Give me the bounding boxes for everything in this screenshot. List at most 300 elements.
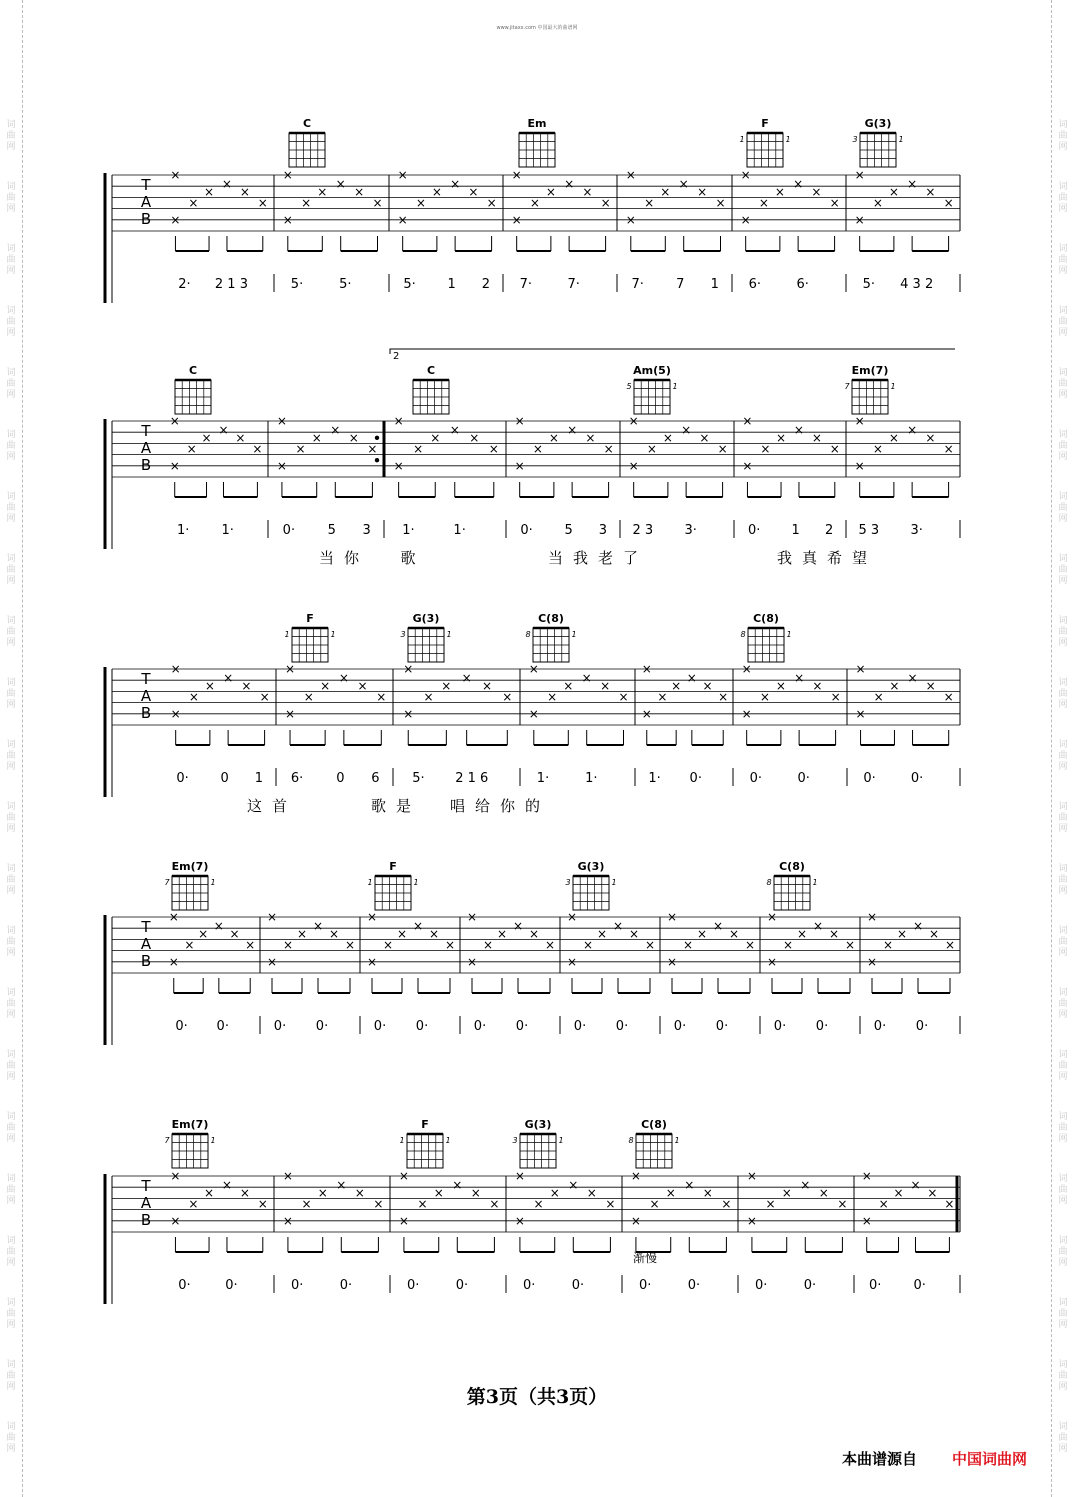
watermark-text: 词 曲 网 xyxy=(6,1298,16,1330)
jianpu-note: 0· xyxy=(225,1278,238,1293)
watermark-text: 词 曲 网 xyxy=(1058,1298,1068,1330)
chord-diagram xyxy=(289,117,325,167)
tab-system xyxy=(105,860,960,1045)
tab-note-mark: × xyxy=(644,938,656,952)
tab-note-mark: × xyxy=(925,184,936,199)
chord-fret-number: 1 xyxy=(284,630,290,639)
chord-diagram xyxy=(175,364,211,414)
tab-note-mark: × xyxy=(721,1197,732,1211)
tab-note-mark: × xyxy=(766,910,778,924)
tab-note-mark: × xyxy=(866,954,878,969)
watermark-text: 词 曲 网 xyxy=(1058,864,1068,896)
chord-finger-number: 1 xyxy=(890,382,896,391)
jianpu-note: 1· xyxy=(176,523,190,538)
watermark-text: 词 曲 网 xyxy=(6,368,16,400)
tab-note-mark: × xyxy=(740,168,751,182)
tab-note-mark: × xyxy=(830,690,841,704)
chord-fret-number: 7 xyxy=(164,878,170,887)
tab-note-mark: × xyxy=(657,690,668,704)
tab-note-mark: × xyxy=(514,1213,525,1228)
tab-note-mark: × xyxy=(548,430,559,445)
chord-name: C xyxy=(188,364,198,377)
tab-note-mark: × xyxy=(746,1169,757,1183)
chord-name: Am(5) xyxy=(633,364,671,377)
watermark-text: 词 曲 网 xyxy=(6,430,16,462)
tab-note-mark: × xyxy=(882,938,894,952)
tab-note-mark: × xyxy=(742,414,753,428)
jianpu-note: 0· xyxy=(216,1019,229,1034)
tab-clef-letter: T xyxy=(141,422,151,440)
chord-finger-number: 1 xyxy=(330,630,336,639)
tab-note-mark: × xyxy=(776,430,787,445)
tab-note-mark: × xyxy=(811,430,822,445)
lyric-text: 当你 xyxy=(318,549,370,567)
tab-note-mark: × xyxy=(366,954,378,969)
tab-note-mark: × xyxy=(728,926,740,941)
tab-note-mark: × xyxy=(568,1177,579,1192)
tab-note-mark: × xyxy=(888,184,899,199)
jianpu-note: 6· xyxy=(796,277,809,292)
jianpu-note: 2· xyxy=(178,277,191,292)
tab-note-mark: × xyxy=(336,1177,347,1192)
tab-clef-letter: T xyxy=(141,176,151,194)
tab-note-mark: × xyxy=(662,430,673,445)
tab-note-mark: × xyxy=(628,414,639,428)
jianpu-note: 0· xyxy=(773,1019,787,1034)
tab-note-mark: × xyxy=(944,1197,955,1211)
tab-note-mark: × xyxy=(413,442,424,456)
tab-note-mark: × xyxy=(907,176,918,191)
volta-bracket xyxy=(390,349,955,354)
jianpu-note: 0· xyxy=(522,1278,536,1293)
tab-note-mark: × xyxy=(829,442,840,456)
jianpu-note: 0· xyxy=(873,1019,887,1034)
lyric-text: 歌是 xyxy=(370,797,422,815)
chord-diagram xyxy=(512,1118,563,1168)
watermark-text: 词 曲 网 xyxy=(1058,430,1068,462)
jianpu-note: 0· xyxy=(615,1019,629,1034)
tab-note-mark: × xyxy=(204,678,215,693)
watermark-text: 词 曲 网 xyxy=(1058,1236,1068,1268)
tab-note-mark: × xyxy=(702,1185,713,1200)
jianpu-note: 6· xyxy=(290,771,304,786)
jianpu-note: 0· xyxy=(315,1019,329,1034)
watermark-text: 词 曲 网 xyxy=(6,678,16,710)
chord-finger-number: 1 xyxy=(413,878,419,887)
tab-note-mark: × xyxy=(482,938,494,952)
tab-note-mark: × xyxy=(796,926,808,941)
tab-note-mark: × xyxy=(276,458,287,473)
tab-note-mark: × xyxy=(854,458,865,473)
jianpu-note: 0· xyxy=(868,1278,882,1293)
tab-note-mark: × xyxy=(488,442,499,456)
tab-system xyxy=(105,612,960,815)
chord-name: F xyxy=(421,1118,429,1131)
tab-note-mark: × xyxy=(169,414,180,428)
jianpu-note: 5 xyxy=(564,523,573,538)
tab-note-mark: × xyxy=(564,176,575,191)
page-number: 第3页（共3页） xyxy=(466,1386,608,1408)
tab-clef-letter: A xyxy=(140,439,152,457)
chord-name: F xyxy=(389,860,397,873)
chord-diagram xyxy=(164,860,215,910)
jianpu-note: 0· xyxy=(339,1278,353,1293)
chord-diagram xyxy=(766,860,817,910)
tab-note-mark: × xyxy=(168,954,179,969)
tab-note-mark: × xyxy=(444,938,456,952)
tab-note-mark: × xyxy=(818,1185,829,1200)
tab-note-mark: × xyxy=(630,1169,641,1183)
tab-note-mark: × xyxy=(201,430,212,445)
watermark-text: 词 曲 网 xyxy=(1058,1174,1068,1206)
chord-fret-number: 3 xyxy=(565,878,571,887)
tab-note-mark: × xyxy=(528,926,540,941)
tab-note-mark: × xyxy=(170,1169,181,1183)
jianpu-note: 0 xyxy=(220,771,229,786)
tab-note-mark: × xyxy=(603,442,614,456)
jianpu-note: 3· xyxy=(910,523,923,538)
chord-fret-number: 7 xyxy=(164,1136,170,1145)
tab-note-mark: × xyxy=(511,168,522,182)
tab-note-mark: × xyxy=(925,678,936,693)
chord-fret-number: 1 xyxy=(367,878,373,887)
jianpu-note: 7 xyxy=(676,277,685,292)
tab-note-mark: × xyxy=(511,212,522,227)
tab-note-mark: × xyxy=(873,690,884,704)
tab-note-mark: × xyxy=(696,926,708,941)
watermark-text: 词 曲 网 xyxy=(1058,244,1068,276)
tab-note-mark: × xyxy=(433,1185,444,1200)
tab-note-mark: × xyxy=(758,196,769,210)
chord-finger-number: 1 xyxy=(785,135,791,144)
tab-note-mark: × xyxy=(671,678,682,693)
tab-note-mark: × xyxy=(303,690,314,704)
jianpu-note: 0· xyxy=(803,1278,817,1293)
tab-note-mark: × xyxy=(641,706,652,721)
tab-note-mark: × xyxy=(641,662,652,676)
tab-note-mark: × xyxy=(403,706,414,721)
repeat-dot xyxy=(375,436,379,440)
tab-note-mark: × xyxy=(486,196,497,210)
tab-note-mark: × xyxy=(393,414,404,428)
tab-note-mark: × xyxy=(312,918,324,933)
tab-note-mark: × xyxy=(646,442,657,456)
tab-note-mark: × xyxy=(376,690,387,704)
jianpu-note: 1· xyxy=(221,523,234,538)
chord-finger-number: 1 xyxy=(786,630,792,639)
jianpu-note: 0· xyxy=(415,1019,429,1034)
jianpu-note: 0· xyxy=(290,1278,304,1293)
tab-note-mark: × xyxy=(774,184,785,199)
tab-note-mark: × xyxy=(282,938,294,952)
tab-note-mark: × xyxy=(335,176,346,191)
tab-note-mark: × xyxy=(532,442,543,456)
tab-note-mark: × xyxy=(357,678,368,693)
tab-note-mark: × xyxy=(702,678,713,693)
jianpu-note: 0· xyxy=(273,1019,287,1034)
tab-note-mark: × xyxy=(686,670,697,685)
tab-note-mark: × xyxy=(184,938,195,952)
tab-note-mark: × xyxy=(740,212,751,227)
tab-note-mark: × xyxy=(581,670,592,685)
tab-note-mark: × xyxy=(544,938,556,952)
tab-note-mark: × xyxy=(430,430,441,445)
chord-diagram xyxy=(413,364,449,414)
watermark-text: 词 曲 网 xyxy=(6,740,16,772)
tab-note-mark: × xyxy=(893,1185,904,1200)
tab-note-mark: × xyxy=(170,662,181,676)
chord-diagram xyxy=(852,117,903,167)
tab-note-mark: × xyxy=(943,196,954,210)
tab-note-mark: × xyxy=(239,1185,250,1200)
tab-note-mark: × xyxy=(450,176,461,191)
chord-name: C xyxy=(426,364,436,377)
watermark-text: 词 曲 网 xyxy=(1058,988,1068,1020)
jianpu-note: 0· xyxy=(638,1278,652,1293)
tab-note-mark: × xyxy=(625,168,636,182)
watermark-text: 词 曲 网 xyxy=(6,554,16,586)
tab-note-mark: × xyxy=(760,442,771,456)
tab-note-mark: × xyxy=(766,954,778,969)
tab-note-mark: × xyxy=(282,1169,293,1183)
jianpu-note: 2 3 xyxy=(632,523,654,538)
tab-note-mark: × xyxy=(348,430,359,445)
tab-note-mark: × xyxy=(888,430,899,445)
tab-note-mark: × xyxy=(235,430,246,445)
chord-fret-number: 3 xyxy=(400,630,406,639)
jianpu-note: 3 xyxy=(598,523,608,538)
tab-note-mark: × xyxy=(718,690,729,704)
tab-note-mark: × xyxy=(218,422,229,437)
expression-marking: 渐慢 xyxy=(632,1251,658,1265)
tab-note-mark: × xyxy=(338,670,349,685)
tab-note-mark: × xyxy=(241,678,252,693)
tab-note-mark: × xyxy=(582,938,594,952)
tab-note-mark: × xyxy=(715,196,726,210)
jianpu-note: 0· xyxy=(176,771,189,786)
jianpu-note: 1· xyxy=(648,771,661,786)
tab-note-mark: × xyxy=(927,1185,938,1200)
chord-diagram xyxy=(284,612,335,662)
jianpu-note: 0· xyxy=(797,771,810,786)
lyric-text: 歌 xyxy=(400,549,426,567)
tab-note-mark: × xyxy=(186,442,197,456)
chord-finger-number: 1 xyxy=(674,1136,680,1145)
tab-note-mark: × xyxy=(644,196,655,210)
watermark-text: 词 曲 网 xyxy=(6,926,16,958)
tab-note-mark: × xyxy=(397,212,408,227)
tab-note-mark: × xyxy=(586,1185,597,1200)
jianpu-note: 6 xyxy=(371,771,380,786)
chord-fret-number: 7 xyxy=(844,382,850,391)
watermark-text: 词 曲 网 xyxy=(6,864,16,896)
tab-note-mark: × xyxy=(854,414,865,428)
tab-system xyxy=(105,1118,960,1304)
watermark-text: 词 曲 网 xyxy=(1058,678,1068,710)
tab-note-mark: × xyxy=(257,1197,268,1211)
tab-note-mark: × xyxy=(449,422,460,437)
chord-diagram xyxy=(740,612,791,662)
tab-note-mark: × xyxy=(566,910,578,924)
tab-clef-letter: B xyxy=(140,704,152,722)
jianpu-note: 0· xyxy=(754,1278,768,1293)
tab-note-mark: × xyxy=(741,706,752,721)
tab-note-mark: × xyxy=(481,678,493,693)
chord-name: G(3) xyxy=(864,117,892,130)
tab-note-mark: × xyxy=(469,430,480,445)
chord-name: C xyxy=(302,117,312,130)
tab-note-mark: × xyxy=(468,184,479,199)
jianpu-note: 5· xyxy=(862,277,876,292)
chord-name: G(3) xyxy=(577,860,605,873)
tab-note-mark: × xyxy=(943,690,954,704)
tab-note-mark: × xyxy=(678,176,689,191)
jianpu-note: 5 3 xyxy=(858,523,880,538)
tab-note-mark: × xyxy=(600,196,611,210)
jianpu-note: 0· xyxy=(673,1019,687,1034)
tab-note-mark: × xyxy=(682,938,694,952)
jianpu-note: 0· xyxy=(373,1019,387,1034)
tab-note-mark: × xyxy=(800,1177,811,1192)
tab-note-mark: × xyxy=(354,1185,365,1200)
watermark-text: 词 曲 网 xyxy=(1058,1112,1068,1144)
chord-diagram xyxy=(739,117,790,167)
chord-finger-number: 1 xyxy=(812,878,818,887)
chord-diagram xyxy=(164,1118,215,1168)
tab-note-mark: × xyxy=(301,196,312,210)
tab-note-mark: × xyxy=(221,176,232,191)
jianpu-note: 2 1 6 xyxy=(455,771,489,786)
tab-note-mark: × xyxy=(928,926,940,941)
jianpu-note: 1· xyxy=(402,523,415,538)
chord-fret-number: 8 xyxy=(766,878,772,887)
tab-note-mark: × xyxy=(285,662,296,676)
tab-note-mark: × xyxy=(282,212,293,227)
tab-note-mark: × xyxy=(170,706,181,721)
jianpu-note: 1· xyxy=(453,523,466,538)
chord-diagram xyxy=(519,117,555,167)
jianpu-note: 0· xyxy=(863,771,876,786)
tab-note-mark: × xyxy=(628,458,639,473)
tab-clef-letter: B xyxy=(140,952,152,970)
jianpu-note: 0· xyxy=(282,523,296,538)
tab-note-mark: × xyxy=(221,1177,232,1192)
jianpu-note: 0· xyxy=(175,1019,188,1034)
tab-note-mark: × xyxy=(907,422,918,437)
watermark-text: 词 曲 网 xyxy=(1058,182,1068,214)
jianpu-note: 0· xyxy=(573,1019,587,1034)
tab-note-mark: × xyxy=(566,954,578,969)
watermark-text: 词 曲 网 xyxy=(6,1422,16,1454)
tab-note-mark: × xyxy=(245,938,256,952)
jianpu-note: 5 xyxy=(327,523,336,538)
tab-note-mark: × xyxy=(367,442,378,456)
tab-note-mark: × xyxy=(699,430,710,445)
tab-note-mark: × xyxy=(431,184,442,199)
watermark-text: 词 曲 网 xyxy=(6,120,16,152)
tab-note-mark: × xyxy=(398,1213,409,1228)
tab-note-mark: × xyxy=(861,1169,872,1183)
chord-fret-number: 8 xyxy=(740,630,746,639)
tab-note-mark: × xyxy=(793,176,804,191)
tab-note-mark: × xyxy=(311,430,322,445)
tab-clef-letter: T xyxy=(141,1177,151,1195)
tab-note-mark: × xyxy=(514,1169,525,1183)
tab-note-mark: × xyxy=(829,196,840,210)
jianpu-note: 0· xyxy=(749,771,763,786)
watermark-text: 词 曲 网 xyxy=(6,1112,16,1144)
jianpu-note: 0· xyxy=(571,1278,585,1293)
watermark-text: 词 曲 网 xyxy=(6,1174,16,1206)
tab-note-mark: × xyxy=(170,212,181,227)
chord-fret-number: 3 xyxy=(512,1136,518,1145)
jianpu-note: 1 xyxy=(254,771,264,786)
jianpu-note: 6· xyxy=(748,277,762,292)
jianpu-note: 5· xyxy=(290,277,304,292)
jianpu-note: 1 xyxy=(447,277,456,292)
chord-name: Em(7) xyxy=(851,364,889,377)
jianpu-note: 0· xyxy=(915,1019,929,1034)
tab-note-mark: × xyxy=(812,678,823,693)
tab-note-mark: × xyxy=(428,926,440,941)
jianpu-note: 2 xyxy=(825,523,834,538)
watermark-text: 词 曲 网 xyxy=(1058,492,1068,524)
jianpu-note: 3· xyxy=(684,523,697,538)
source-label: 本曲谱源自 xyxy=(842,1450,918,1468)
tab-note-mark: × xyxy=(855,706,866,721)
jianpu-note: 5· xyxy=(412,771,425,786)
chord-diagram xyxy=(844,364,895,414)
tab-note-mark: × xyxy=(372,196,383,210)
tab-note-mark: × xyxy=(170,168,181,182)
tab-note-mark: × xyxy=(625,212,636,227)
chord-finger-number: 1 xyxy=(210,1136,216,1145)
tab-note-mark: × xyxy=(239,184,250,199)
chord-finger-number: 1 xyxy=(898,135,904,144)
tab-note-mark: × xyxy=(684,1177,695,1192)
tab-note-mark: × xyxy=(585,430,596,445)
watermark-text: 词 曲 网 xyxy=(1058,554,1068,586)
tab-note-mark: × xyxy=(320,678,331,693)
tab-note-mark: × xyxy=(295,442,306,456)
tab-clef-letter: A xyxy=(140,935,152,953)
tab-note-mark: × xyxy=(742,458,753,473)
jianpu-note: 1 xyxy=(791,523,800,538)
tab-note-mark: × xyxy=(793,422,804,437)
tab-note-mark: × xyxy=(198,926,209,941)
tab-note-mark: × xyxy=(666,910,678,924)
watermark-text: 词 曲 网 xyxy=(1058,368,1068,400)
tab-note-mark: × xyxy=(461,670,472,685)
tab-note-mark: × xyxy=(317,1185,328,1200)
watermark-text: 词 曲 网 xyxy=(6,802,16,834)
tab-note-mark: × xyxy=(630,1213,641,1228)
jianpu-note: 0· xyxy=(689,771,702,786)
tab-clef-letter: A xyxy=(140,193,152,211)
tab-note-mark: × xyxy=(665,1185,676,1200)
tab-note-mark: × xyxy=(204,184,215,199)
repeat-dot xyxy=(375,458,379,462)
tab-note-mark: × xyxy=(354,184,365,199)
jianpu-note: 0· xyxy=(913,1278,926,1293)
tab-note-mark: × xyxy=(878,1197,889,1211)
jianpu-note: 0· xyxy=(473,1019,487,1034)
tab-note-mark: × xyxy=(775,678,786,693)
jianpu-note: 1· xyxy=(585,771,598,786)
tab-note-mark: × xyxy=(533,1197,544,1211)
tab-clef-letter: B xyxy=(140,210,152,228)
tab-note-mark: × xyxy=(605,1197,616,1211)
